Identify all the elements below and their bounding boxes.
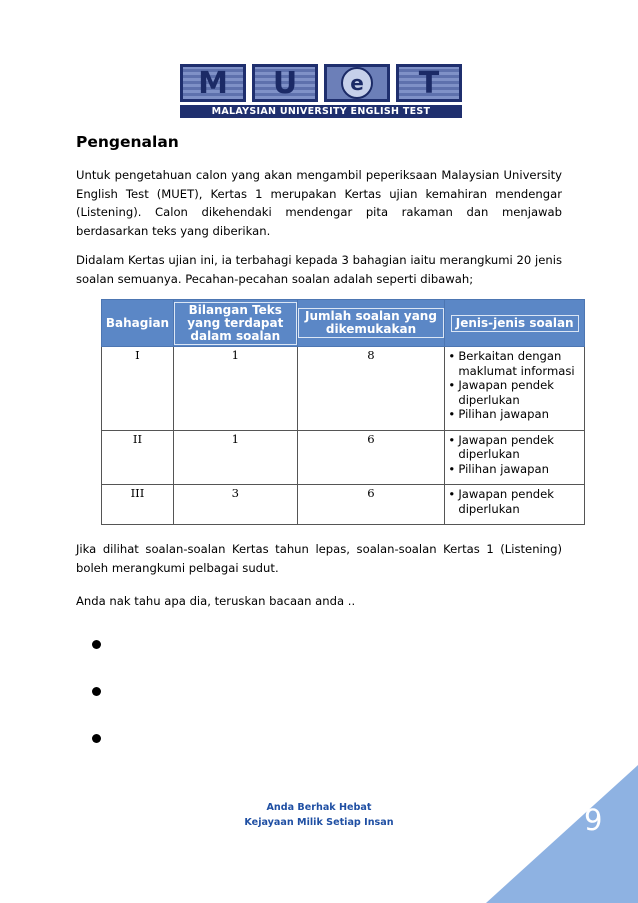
- cell-jenis: [445, 430, 585, 485]
- footer-line-2: Kejayaan Milik Setiap Insan: [244, 817, 394, 828]
- header-jumlah-soalan: Jumlah soalan yang dikemukakan: [297, 300, 445, 347]
- muet-logo: [180, 64, 462, 120]
- header-bahagian: Bahagian: [102, 300, 174, 347]
- past-papers-paragraph: Jika dilihat soalan-soalan Kertas tahun lepas, soalan-soalan Kertas 1 (Listening) boleh merangkumi pelbagai sudut.: [76, 542, 562, 575]
- cell-teks: 1: [173, 347, 297, 431]
- cell-bahagian: I: [102, 347, 174, 431]
- cell-jenis: [445, 485, 585, 525]
- footer-motto: [0, 800, 638, 830]
- table-row: [102, 485, 585, 525]
- footer-line-1: Anda Berhak Hebat: [266, 802, 372, 813]
- logo-letter-m: M: [180, 64, 246, 102]
- empty-bullet-list: [92, 640, 101, 781]
- cell-bahagian: II: [102, 430, 174, 485]
- table-row: [102, 430, 585, 485]
- cell-teks: 1: [173, 430, 297, 485]
- cell-jumlah: 6: [297, 485, 445, 525]
- list-item: • Berkaitan dengan maklumat informasi: [448, 349, 581, 378]
- page-number: 9: [584, 803, 603, 837]
- logo-e-globe-icon: e: [341, 67, 373, 99]
- table-row: [102, 347, 585, 431]
- cell-bahagian: III: [102, 485, 174, 525]
- list-item: • Pilihan jawapan: [448, 462, 581, 477]
- bullet-icon: [92, 734, 101, 743]
- logo-letter-u: U: [252, 64, 318, 102]
- list-item: • Jawapan pendek diperlukan: [448, 487, 581, 516]
- cell-teks: 3: [173, 485, 297, 525]
- logo-letter-e: [324, 64, 390, 102]
- footer-corner-triangle: [486, 765, 638, 903]
- list-item: • Jawapan pendek diperlukan: [448, 378, 581, 407]
- intro-paragraph: Untuk pengetahuan calon yang akan mengambil peperiksaan Malaysian University English Test (MUET), Kertas 1 merupakan Kertas ujian kemahiran mendengar (Listening). Calon dikehendaki mendengar pita rakaman dan menjawab berdasarkan teks yang diberikan.: [76, 168, 562, 238]
- logo-letters: [180, 64, 462, 102]
- bullet-icon: [92, 687, 101, 696]
- logo-tagline: MALAYSIAN UNIVERSITY ENGLISH TEST: [180, 105, 462, 118]
- header-bilangan-teks: Bilangan Teks yang terdapat dalam soalan: [173, 300, 297, 347]
- logo-letter-t: T: [396, 64, 462, 102]
- cell-jumlah: 6: [297, 430, 445, 485]
- cell-jumlah: 8: [297, 347, 445, 431]
- list-item: • Pilihan jawapan: [448, 407, 581, 422]
- bullet-icon: [92, 640, 101, 649]
- question-breakdown-table: [101, 299, 585, 525]
- cell-jenis: [445, 347, 585, 431]
- continue-reading-paragraph: Anda nak tahu apa dia, teruskan bacaan anda ..: [76, 594, 356, 608]
- table-header-row: [102, 300, 585, 347]
- section-title: Pengenalan: [76, 133, 179, 151]
- header-jenis-soalan: Jenis-jenis soalan: [445, 300, 585, 347]
- structure-paragraph: Didalam Kertas ujian ini, ia terbahagi kepada 3 bahagian iaitu merangkumi 20 jenis soalan semuanya. Pecahan-pecahan soalan adalah seperti dibawah;: [76, 253, 562, 286]
- list-item: • Jawapan pendek diperlukan: [448, 433, 581, 462]
